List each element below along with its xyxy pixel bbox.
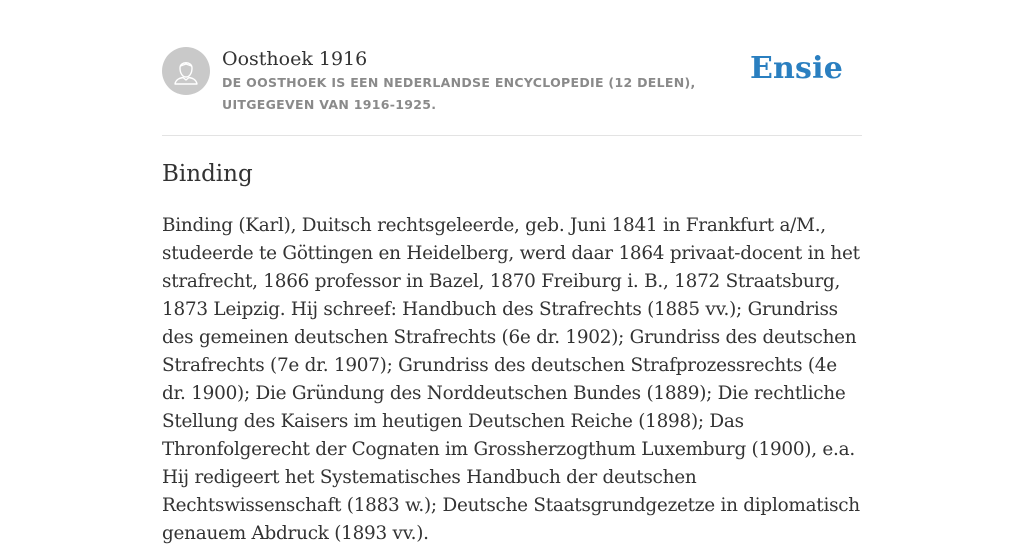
entry-page [162, 0, 862, 544]
source-header [162, 47, 862, 135]
user-icon [162, 47, 210, 95]
source-description: DE OOSTHOEK IS EEN NEDERLANDSE ENCYCLOPEDIE (12 DELEN), UITGEGEVEN VAN 1916-1925. [222, 75, 696, 112]
article-body: Binding (Karl), Duitsch rechtsgeleerde, geb. Juni 1841 in Frankfurt a/M., studeerde te Göttingen en Heidelberg, werd daar 1864 privaat-docent in het strafrecht, 1866 professor in Bazel, 1870 Freiburg i. B., 1872 Straatsburg, 1873 Leipzig. Hij schreef: Handbuch des Strafrechts (1885 vv.); Grundriss des gemeinen deutschen Strafrechts (6e dr. 1902); Grundriss des deutschen Strafrechts (7e dr. 1907); Grundriss des deutschen Strafprozessrechts (4e dr. 1900); Die Gründung des Norddeutschen Bundes (1889); Die rechtliche Stellung des Kaisers im heutigen Deutschen Reiche (1898); Das Thronfolgerecht der Cognaten im Grossherzogthum Luxemburg (1900), e.a. Hij redigeert het Systematisches Handbuch der deutschen Rechtswissenschaft (1883 w.); Deutsche Staatsgrundgezetze in diplomatisch genauem Abdruck (1893 vv.). [162, 215, 860, 544]
ensie-logo[interactable]: Ensie [749, 51, 843, 86]
avatar[interactable] [162, 47, 210, 95]
header-divider [162, 135, 862, 136]
article-title: Binding [162, 161, 253, 187]
source-title[interactable]: Oosthoek 1916 [222, 48, 368, 70]
